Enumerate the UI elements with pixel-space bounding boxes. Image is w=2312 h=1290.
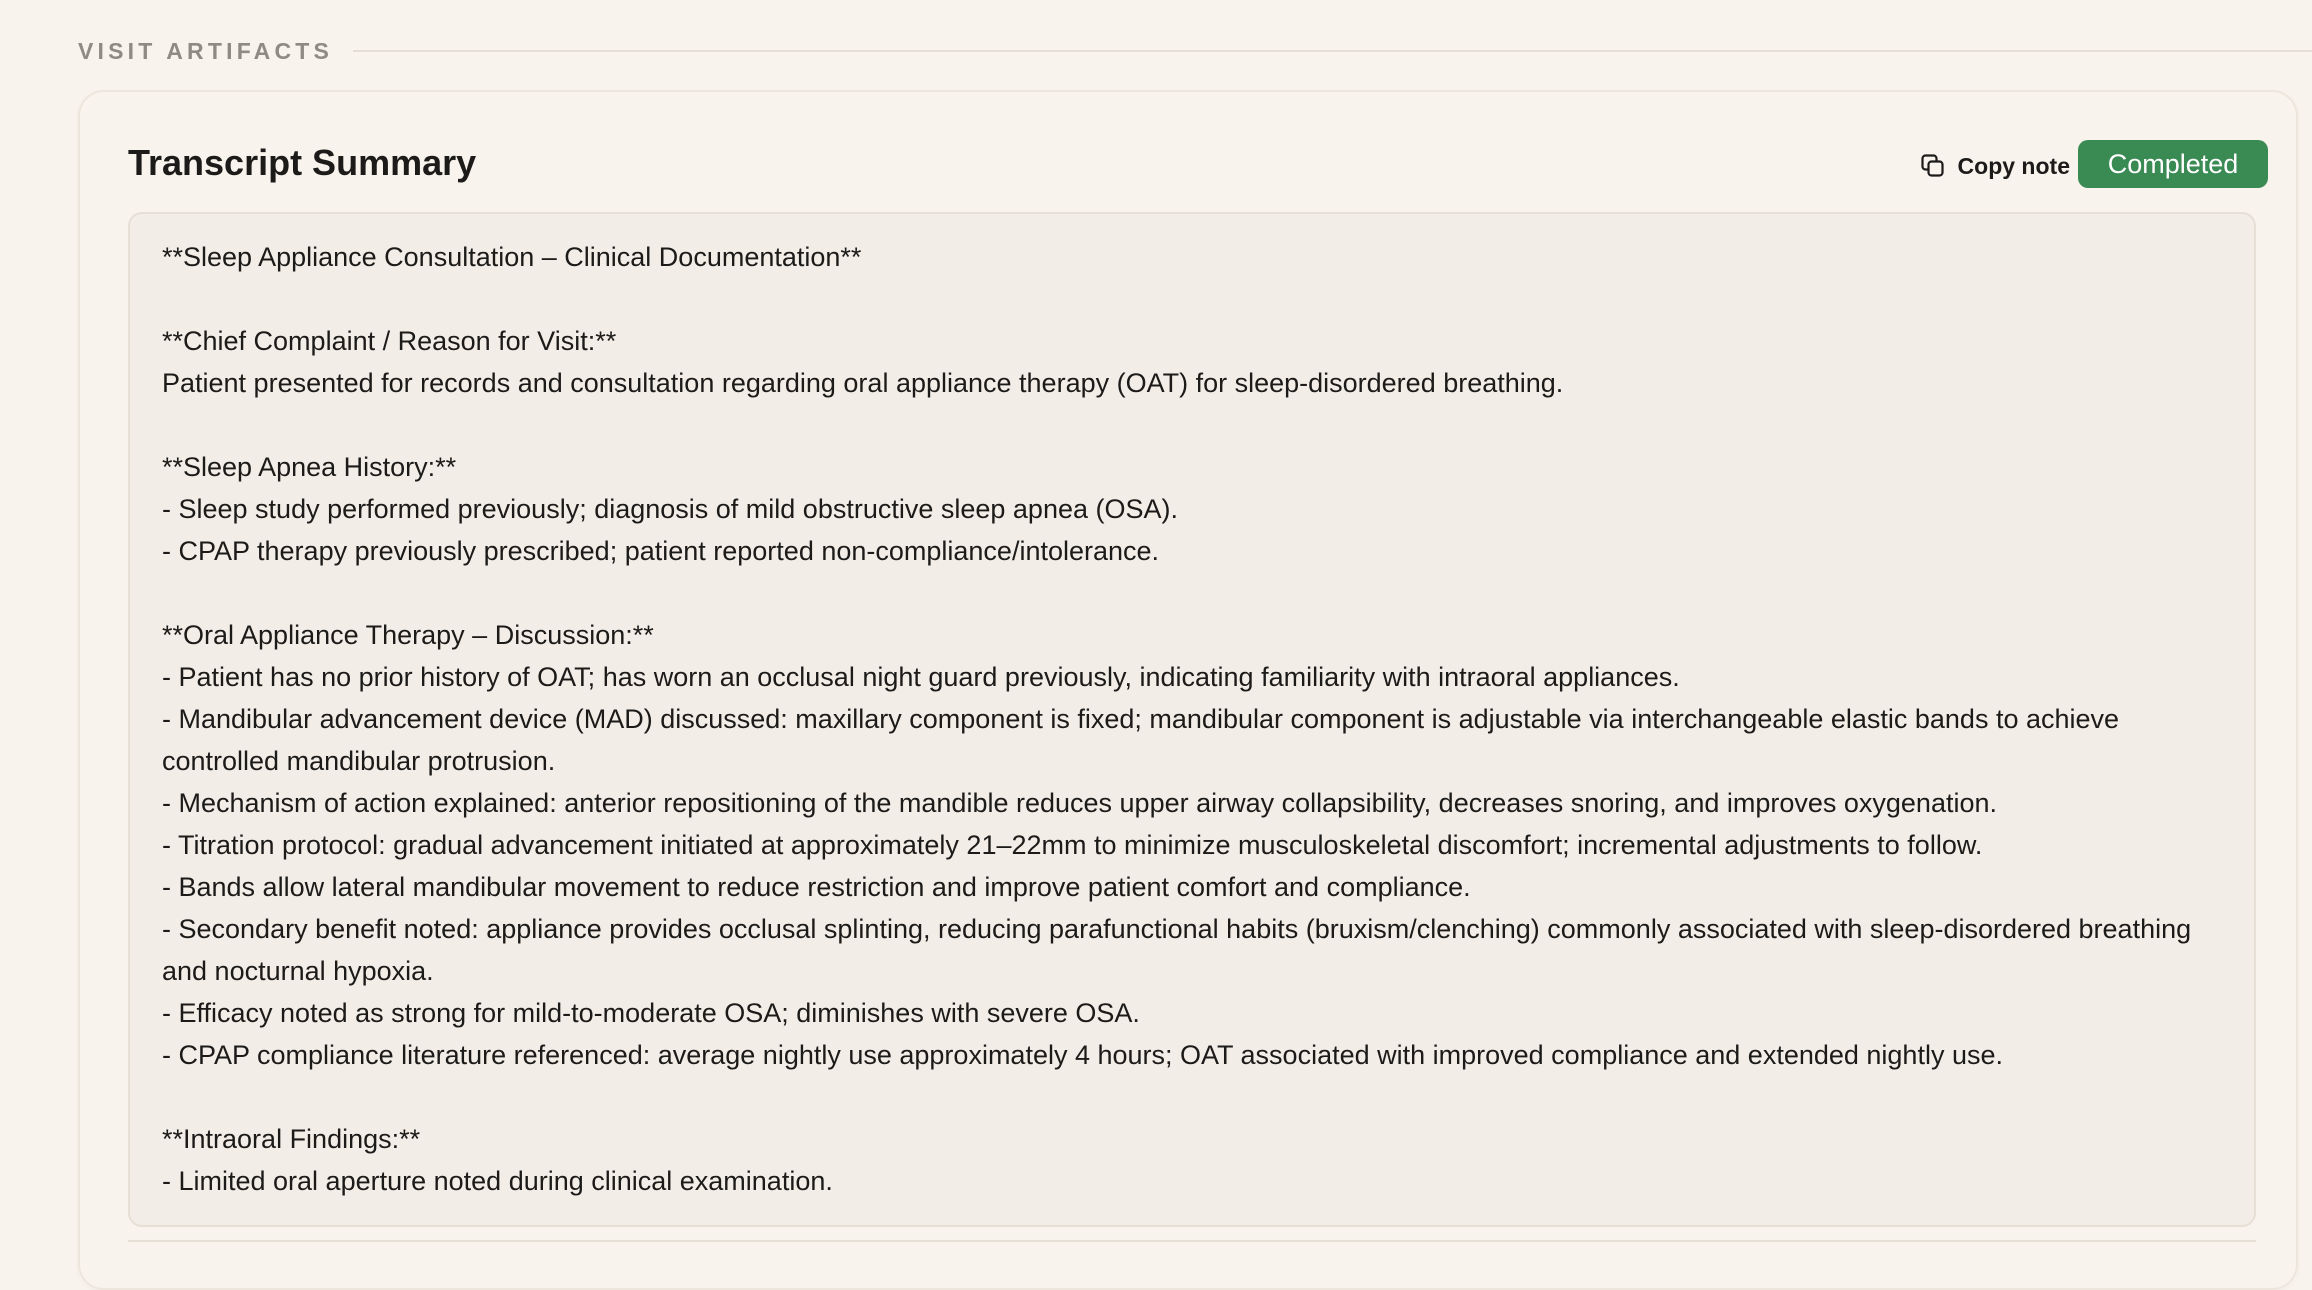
note-line (162, 572, 2222, 614)
transcript-summary-card (78, 90, 2298, 1290)
note-line: **Sleep Apnea History:** (162, 452, 457, 482)
note-line: - Patient has no prior history of OAT; has worn an occlusal night guard previously, indicating familiarity with intraoral appliances. (162, 662, 1680, 692)
section-header (78, 34, 2312, 68)
card-bottom-divider (128, 1240, 2256, 1242)
note-line: - CPAP therapy previously prescribed; patient reported non-compliance/intolerance. (162, 536, 1160, 566)
note-line: **Chief Complaint / Reason for Visit:** (162, 326, 617, 356)
note-line: - Secondary benefit noted: appliance provides occlusal splinting, reducing parafunctional habits (bruxism/clenching) commonly associated with sleep-disordered breathing and nocturnal hypoxia. (162, 914, 2199, 986)
section-label: VISIT ARTIFACTS (78, 37, 334, 64)
note-line: Patient presented for records and consultation regarding oral appliance therapy (OAT) for sleep-disordered breathing. (162, 368, 1564, 398)
note-line: - Titration protocol: gradual advancement initiated at approximately 21–22mm to minimize musculoskeletal discomfort; incremental adjustments to follow. (162, 830, 1983, 860)
note-line: - Efficacy noted as strong for mild-to-moderate OSA; diminishes with severe OSA. (162, 998, 1140, 1028)
note-line (162, 1076, 2222, 1118)
note-line: - Limited oral aperture noted during clinical examination. (162, 1166, 833, 1196)
note-line: **Oral Appliance Therapy – Discussion:** (162, 620, 654, 650)
note-line: - Mechanism of action explained: anterior repositioning of the mandible reduces upper airway collapsibility, decreases snoring, and improves oxygenation. (162, 788, 1997, 818)
note-line: - Sleep study performed previously; diagnosis of mild obstructive sleep apnea (OSA). (162, 494, 1178, 524)
note-line: - Bands allow lateral mandibular movement to reduce restriction and improve patient comfort and compliance. (162, 872, 1471, 902)
note-line: **Intraoral Findings:** (162, 1124, 421, 1154)
note-line (162, 404, 2222, 446)
transcript-summary-text (128, 212, 2256, 1227)
copy-note-label: Copy note (1957, 152, 2070, 179)
note-line: - Mandibular advancement device (MAD) discussed: maxillary component is fixed; mandibular component is adjustable via interchangeable elastic bands to achieve controlled mandibular protrusion. (162, 704, 2127, 776)
card-title: Transcript Summary (128, 142, 477, 183)
status-badge: Completed (2078, 140, 2268, 188)
copy-icon (1920, 153, 1946, 179)
note-line (162, 278, 2222, 320)
note-line: - CPAP compliance literature referenced: average nightly use approximately 4 hours; OAT associated with improved compliance and extended nightly use. (162, 1040, 2003, 1070)
note-line: **Sleep Appliance Consultation – Clinical Documentation** (162, 242, 862, 272)
section-divider (353, 50, 2312, 52)
copy-note-button[interactable] (1920, 146, 2070, 186)
